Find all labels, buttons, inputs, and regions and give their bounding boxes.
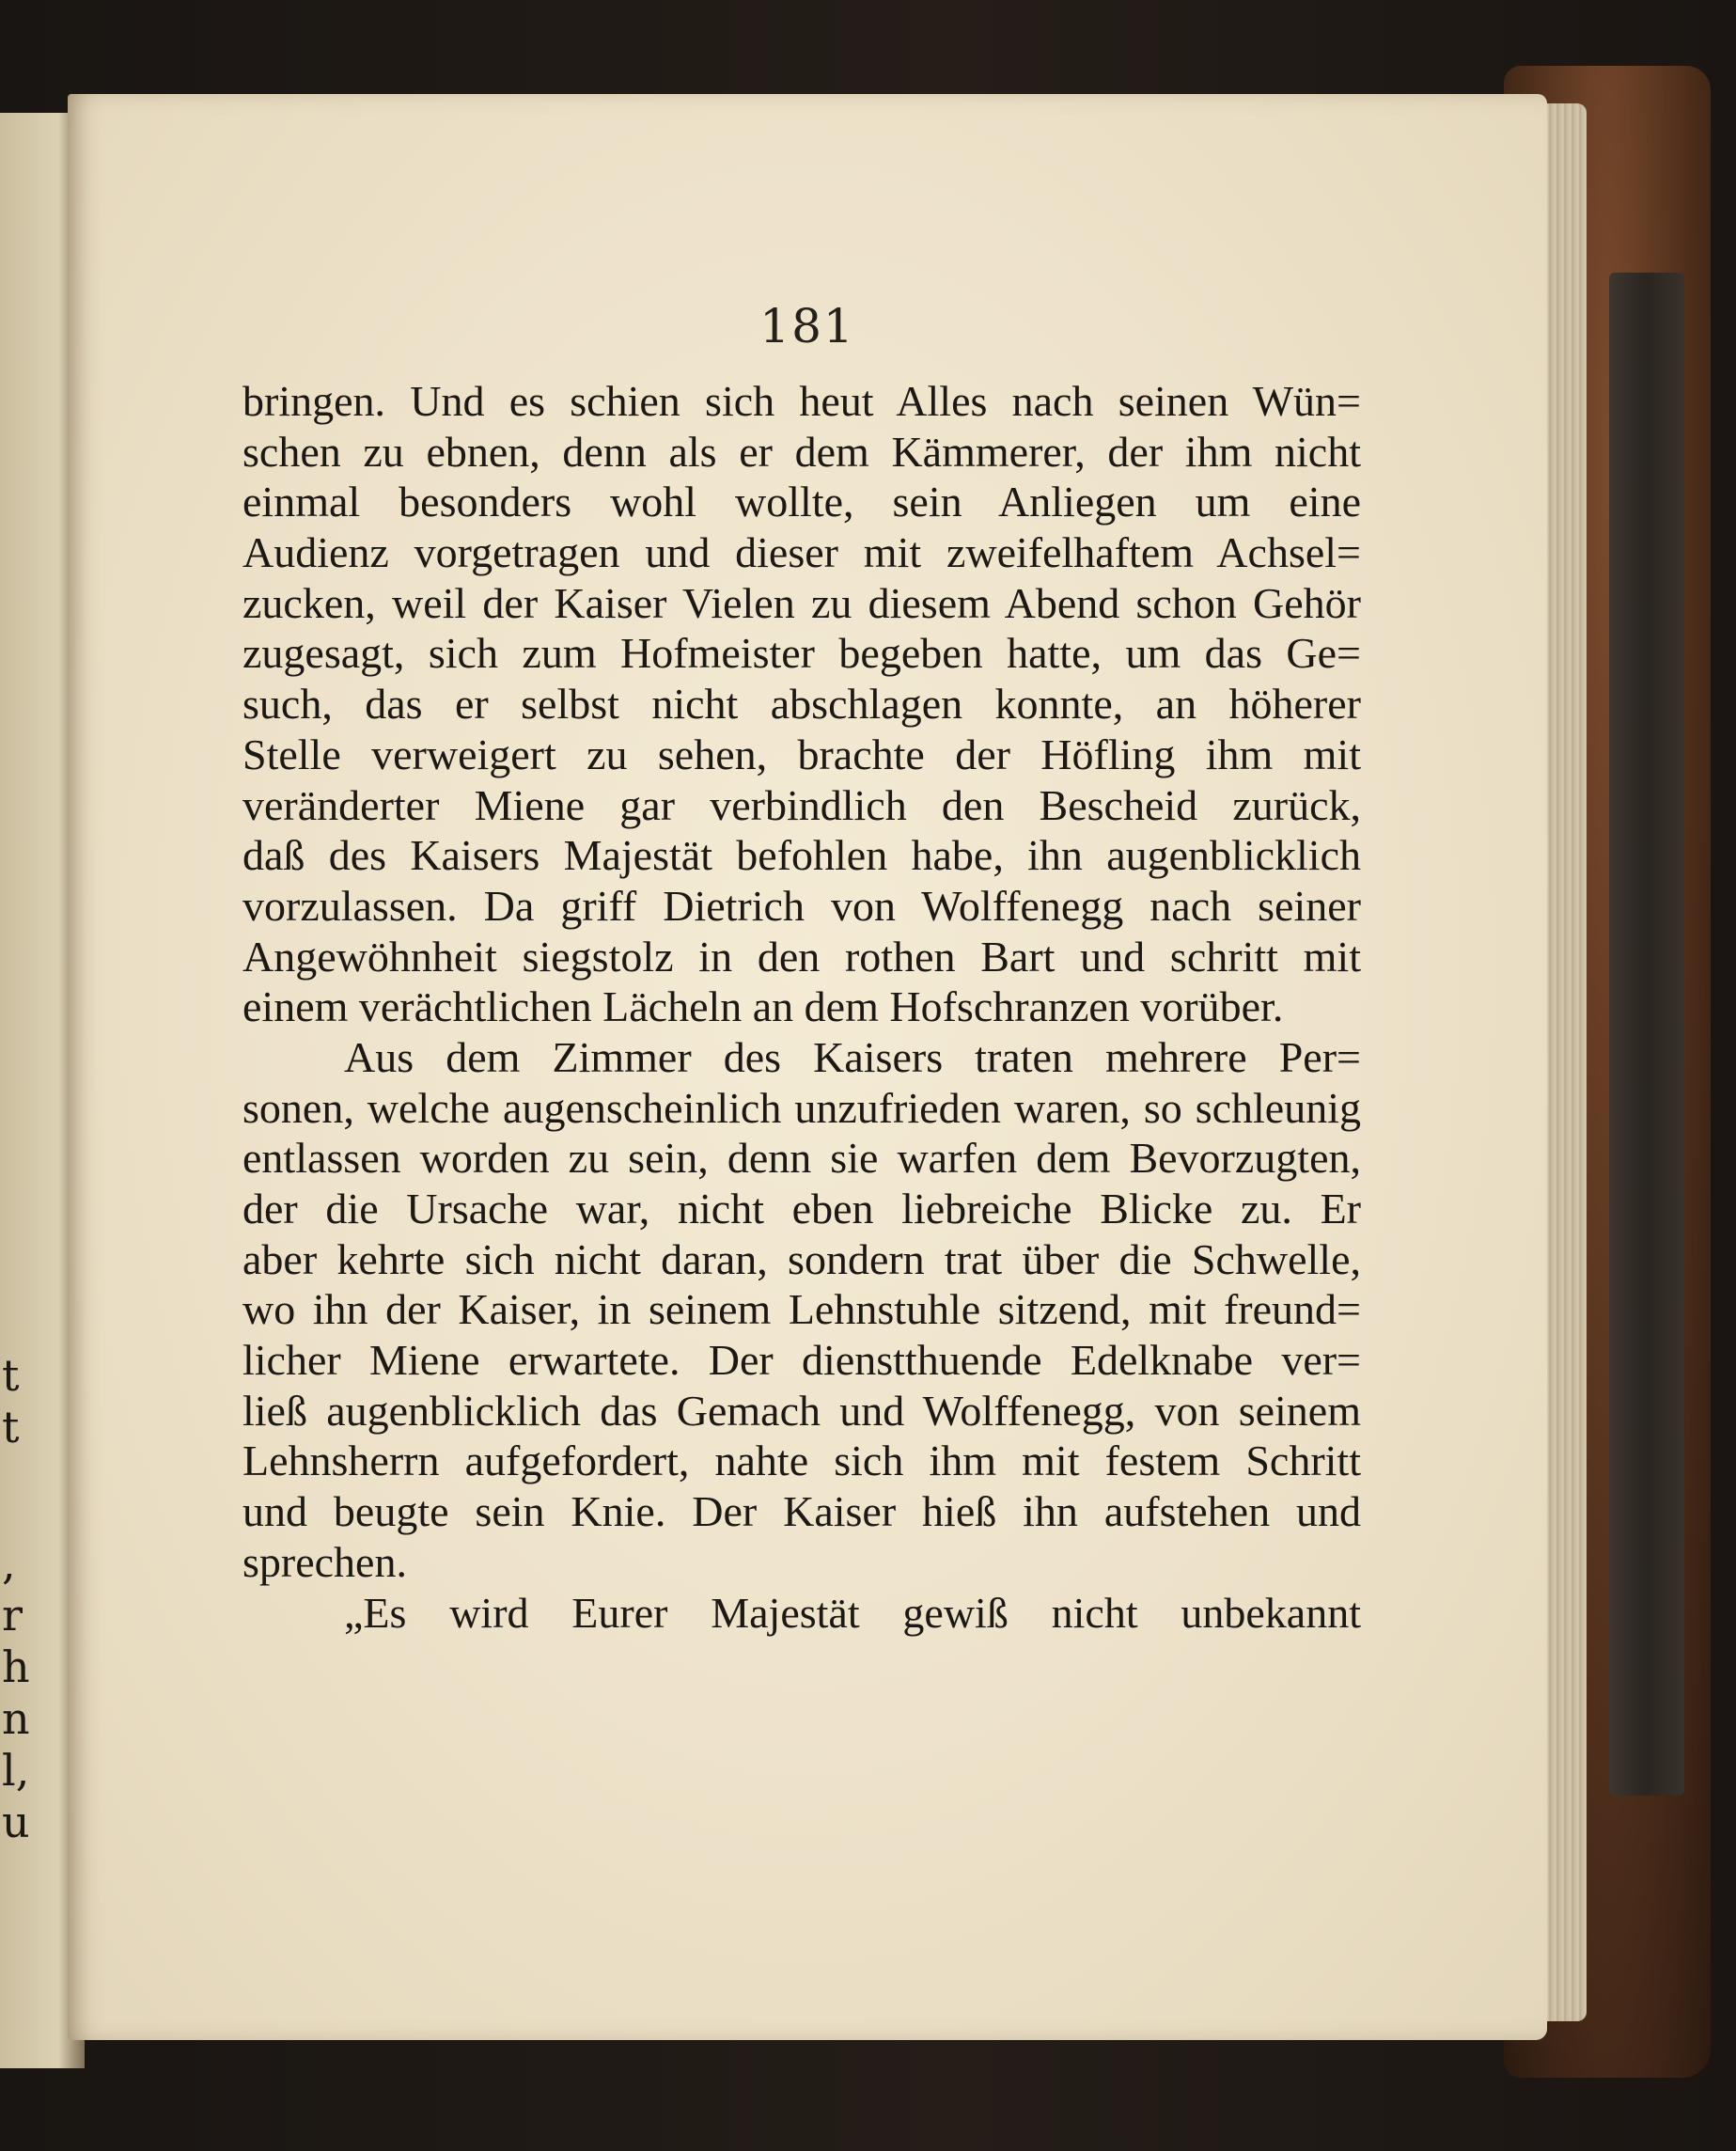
text-line: Lehnsherrn aufgefordert, nahte sich ihm mit festem Schritt: [242, 1437, 1361, 1485]
left-page-fragment: n: [2, 1693, 30, 1744]
text-line: veränderter Miene gar verbindlich den Bescheid zurück,: [242, 780, 1361, 829]
text-line: und beugte sein Knie. Der Kaiser hieß ihn aufstehen und: [242, 1487, 1361, 1536]
text-line: Audienz vorgetragen und dieser mit zweifelhaftem Achsel=: [242, 528, 1361, 577]
text-line: zugesagt, sich zum Hofmeister begeben hatte, um das Ge=: [242, 629, 1361, 678]
text-line: sprechen.: [242, 1537, 407, 1586]
left-page-fragment: ,: [2, 1538, 16, 1589]
text-line: Angewöhnheit siegstolz in den rothen Bart und schritt mit: [242, 932, 1361, 981]
text-line: entlassen worden zu sein, denn sie warfen dem Bevorzugten,: [242, 1134, 1361, 1183]
left-page-fragment: h: [2, 1641, 30, 1692]
left-page-fragment: t: [2, 1402, 20, 1452]
text-line: ließ augenblicklich das Gemach und Wolffenegg, von seinem: [242, 1386, 1361, 1435]
page-number: 181: [759, 299, 855, 353]
text-line: einmal besonders wohl wollte, sein Anliegen um eine: [242, 478, 1361, 526]
text-line: schen zu ebnen, denn als er dem Kämmerer, der ihm nicht: [242, 427, 1361, 476]
page-text-block: [242, 376, 1361, 1638]
text-line: „Es wird Eurer Majestät gewiß nicht unbekannt: [344, 1588, 1361, 1637]
text-line: wo ihn der Kaiser, in seinem Lehnstuhle sitzend, mit freund=: [242, 1285, 1361, 1334]
left-page-fragment: t: [2, 1350, 20, 1401]
text-line: aber kehrte sich nicht daran, sondern trat über die Schwelle,: [242, 1234, 1361, 1283]
text-line: einem verächtlichen Lächeln an dem Hofschranzen vorüber.: [242, 982, 1284, 1031]
text-line: vorzulassen. Da griff Dietrich von Wolffenegg nach seiner: [242, 881, 1361, 930]
text-line: Stelle verweigert zu sehen, brachte der Höfling ihm mit: [242, 730, 1361, 778]
text-line: sonen, welche augenscheinlich unzufrieden waren, so schleunig: [242, 1083, 1361, 1132]
text-line: bringen. Und es schien sich heut Alles nach seinen Wün=: [242, 377, 1361, 425]
text-line: such, das er selbst nicht abschlagen konnte, an höherer: [242, 680, 1361, 729]
left-page-fragment: l,: [2, 1745, 30, 1796]
cover-dark-panel: [1609, 273, 1684, 1796]
text-line: licher Miene erwartete. Der dienstthuende Edelknabe ver=: [242, 1336, 1361, 1385]
left-page-fragment: u: [2, 1797, 30, 1847]
text-line: zucken, weil der Kaiser Vielen zu diesem Abend schon Gehör: [242, 578, 1361, 627]
text-line: der die Ursache war, nicht eben liebreiche Blicke zu. Er: [242, 1185, 1361, 1233]
book-page: [68, 94, 1547, 2040]
text-line: daß des Kaisers Majestät befohlen habe, ihn augenblicklich: [242, 831, 1361, 880]
text-line: Aus dem Zimmer des Kaisers traten mehrere Per=: [344, 1032, 1361, 1081]
left-page-fragment: r: [2, 1590, 23, 1641]
